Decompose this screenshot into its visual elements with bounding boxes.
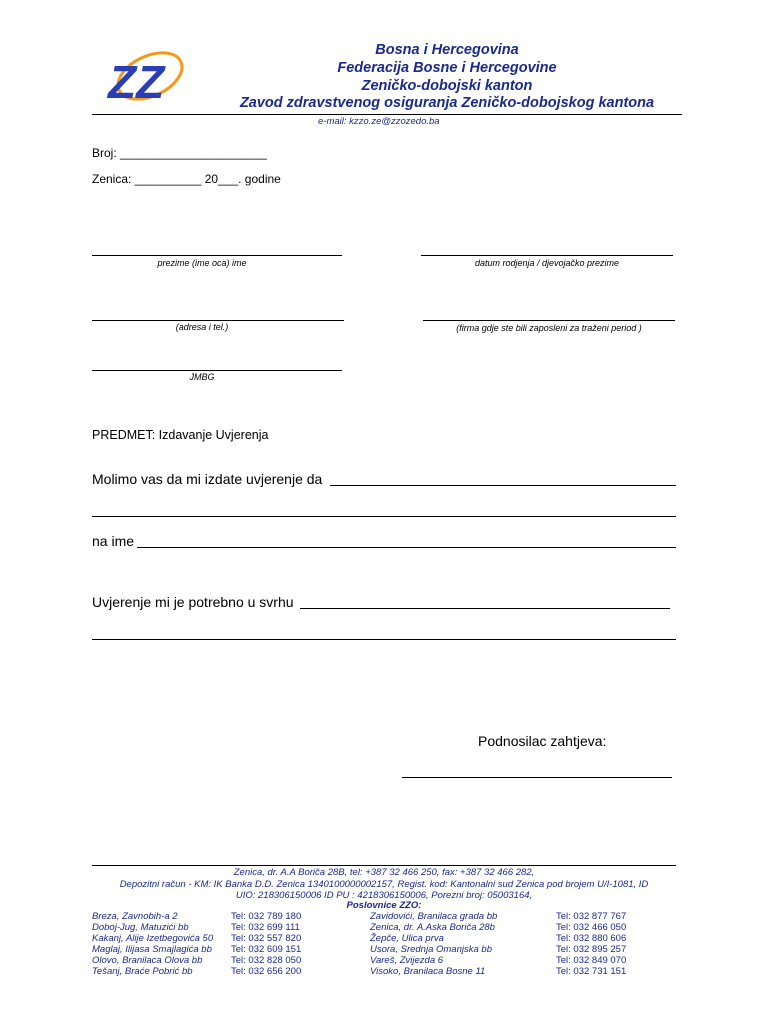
header-institute: Zavod zdravstvenog osiguranja Zeničko-dobojskog kantona [239,95,655,111]
branch-right-tel: Tel: 032 880 606 [556,933,627,944]
header-federation: Federacija Bosne i Hercegovine [337,60,557,76]
footer-poslovnice-title: Poslovnice ZZO: [346,900,422,911]
header-country: Bosna i Hercegovina [375,42,519,58]
molimo-line-2 [92,516,676,517]
adresa-line [92,320,344,321]
branch-right-tel: Tel: 032 731 151 [556,966,627,977]
firma-caption: (firma gdje ste bili zaposleni za traženi period ) [456,323,642,333]
footer-divider [92,865,676,866]
adresa-caption: (adresa i tel.) [175,322,229,332]
branch-right-name: Zavidovići, Branilaca grada bb [370,911,498,922]
branch-left-tel: Tel: 032 699 111 [231,922,300,933]
footer-bank: Depozitni račun - KM: IK Banka D.D. Zenica 1340100000002157, Regist. kod: Kantonalni sud Zenica pod brojem U/I-1081, ID [119,879,649,890]
branch-right-name: Visoko, Branilaca Bosne 11 [370,966,486,977]
branch-right-name: Zenica, dr. A.Aska Boriča 28b [370,922,495,933]
branch-right-name: Vareš, Zvijezda 6 [370,955,444,966]
branch-left-name: Kakanj, Alije Izetbegovića 50 [92,933,214,944]
broj-field: Broj: ______________________ [92,146,267,160]
branch-right-tel: Tel: 032 849 070 [556,955,627,966]
na-ime-text: na ime [92,533,135,549]
branch-left-tel: Tel: 032 828 050 [231,955,302,966]
branch-right-tel: Tel: 032 466 050 [556,922,627,933]
branch-left-name: Maglaj, Ilijasa Smajlagića bb [92,944,212,955]
signature-line [402,777,672,778]
branch-left-name: Olovo, Branilaca Olova bb [92,955,203,966]
branch-right-tel: Tel: 032 895 257 [556,944,627,955]
molimo-text: Molimo vas da mi izdate uvjerenje da [92,471,323,487]
branch-left-tel: Tel: 032 656 200 [231,966,302,977]
prezime-caption: prezime (ime oca) ime [157,258,247,268]
footer-address: Zenica, dr. A.A Boriča 28B, tel: +387 32 466 250, fax: +387 32 466 282, [233,867,535,878]
branch-right-tel: Tel: 032 877 767 [556,911,627,922]
branch-left-name: Breza, Zavnobih-a 2 [92,911,178,922]
header-email: e-mail: kzzo.ze@zzozedo.ba [318,116,440,127]
firma-line [423,320,675,321]
zzo-logo [104,46,188,106]
branch-left-name: Doboj-Jug, Matuzići bb [92,922,189,933]
header-canton: Zeničko-dobojski kanton [361,78,533,94]
prezime-line [92,255,342,256]
branch-left-tel: Tel: 032 789 180 [231,911,302,922]
zenica-date-field: Zenica: __________ 20___. godine [92,172,281,186]
branch-left-tel: Tel: 032 557 820 [231,933,302,944]
jmbg-caption: JMBG [189,372,215,382]
svrha-text: Uvjerenje mi je potrebno u svrhu [92,594,294,610]
predmet-line: PREDMET: Izdavanje Uvjerenja [92,428,269,442]
svrha-line-2 [92,639,676,640]
svrha-line [300,608,670,609]
footer-ids: UIO: 218306150006 ID PU : 4218306150006, Porezni broj: 05003164, [235,890,533,901]
logo-text: ZZ [108,56,165,106]
podnosilac-label: Podnosilac zahtjeva: [478,733,607,749]
branch-right-name: Žepče, Ulica prva [370,933,444,944]
header-divider [92,114,682,115]
jmbg-line [92,370,342,371]
na-ime-line [137,547,676,548]
datum-caption: datum rodjenja / djevojačko prezime [474,258,620,268]
molimo-line [330,485,676,486]
branch-left-name: Tešanj, Braće Pobrić bb [92,966,193,977]
branch-right-name: Usora, Srednja Omanjska bb [370,944,492,955]
branch-left-tel: Tel: 032 609 151 [231,944,302,955]
datum-line [421,255,673,256]
